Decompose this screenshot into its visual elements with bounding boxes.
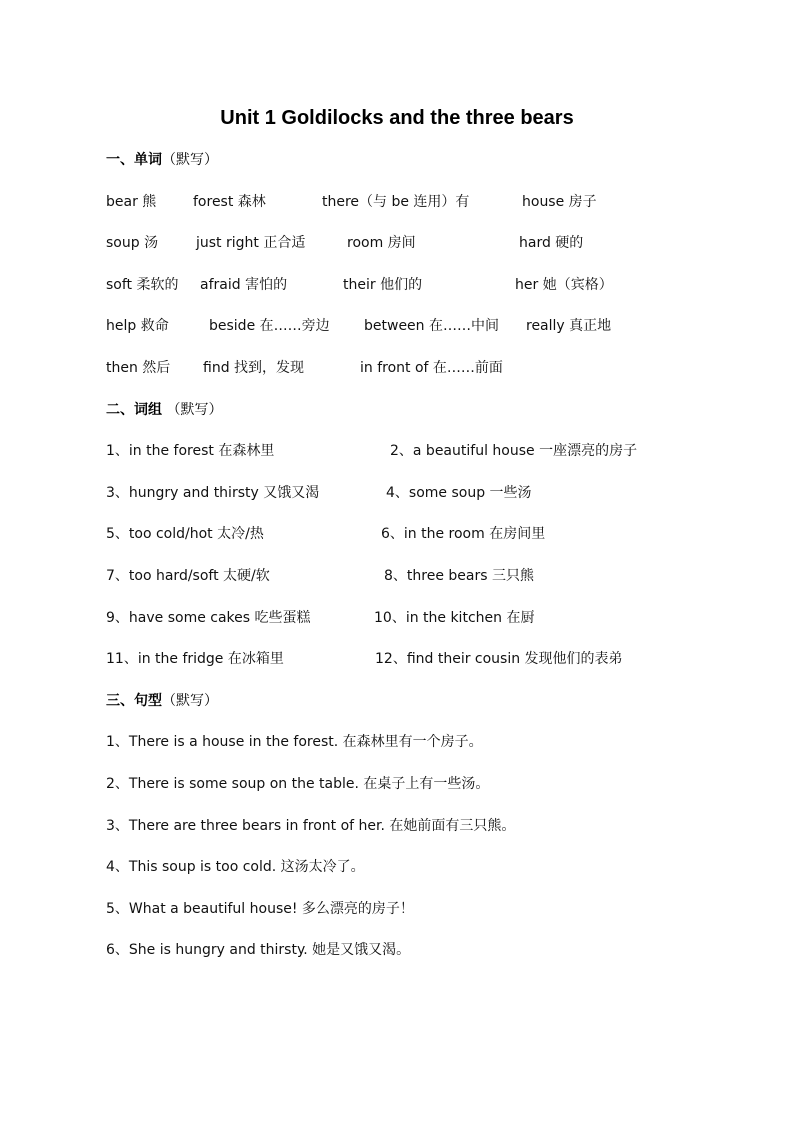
sentence-item: 4、This soup is too cold. 这汤太冷了。: [106, 859, 365, 875]
phrase-item: 1、in the forest 在森林里: [106, 443, 275, 459]
word-item: there（与 be 连用）有: [322, 194, 470, 210]
word-item: their 他们的: [343, 277, 423, 293]
page-title: Unit 1 Goldilocks and the three bears: [220, 107, 574, 129]
phrase-item: 10、in the kitchen 在厨: [374, 610, 535, 626]
phrase-item: 9、have some cakes 吃些蛋糕: [106, 610, 311, 626]
word-item: house 房子: [522, 194, 597, 210]
word-item: in front of 在……前面: [360, 360, 503, 376]
section-heading-phrases: [106, 400, 222, 420]
phrase-item: 12、find their cousin 发现他们的表弟: [375, 651, 623, 667]
sentence-item: 5、What a beautiful house! 多么漂亮的房子！: [106, 901, 414, 917]
phrase-item: 11、in the fridge 在冰箱里: [106, 651, 284, 667]
word-item: soft 柔软的: [106, 277, 179, 293]
sentence-item: 3、There are three bears in front of her. 在她前面有三只熊。: [106, 818, 516, 834]
word-item: between 在……中间: [364, 318, 499, 334]
section-sentences-note: （默写）: [162, 693, 218, 709]
word-item: bear 熊: [106, 194, 157, 210]
sentence-item: 1、There is a house in the forest. 在森林里有一个房子。: [106, 734, 483, 750]
section-heading-sentences: [106, 691, 218, 711]
sentence-item: 2、There is some soup on the table. 在桌子上有一些汤。: [106, 776, 490, 792]
phrase-item: 7、too hard/soft 太硬/软: [106, 568, 270, 584]
word-item: just right 正合适: [196, 235, 306, 251]
word-item: forest 森林: [193, 194, 266, 210]
phrase-item: 3、hungry and thirsty 又饿又渴: [106, 485, 320, 501]
word-item: find 找到，发现: [203, 360, 305, 376]
phrase-item: 2、a beautiful house 一座漂亮的房子: [390, 443, 638, 459]
word-item: really 真正地: [526, 318, 612, 334]
word-item: afraid 害怕的: [200, 277, 288, 293]
sentence-item: 6、She is hungry and thirsty. 她是又饿又渴。: [106, 942, 411, 958]
word-item: room 房间: [347, 235, 416, 251]
phrase-item: 4、some soup 一些汤: [386, 485, 532, 501]
word-item: soup 汤: [106, 235, 159, 251]
word-item: hard 硬的: [519, 235, 584, 251]
word-item: then 然后: [106, 360, 171, 376]
phrase-item: 8、three bears 三只熊: [384, 568, 534, 584]
phrase-item: 5、too cold/hot 太冷/热: [106, 526, 264, 542]
section-words-label: 一、单词: [106, 152, 162, 168]
section-heading-words: [106, 150, 218, 170]
section-phrases-label: 二、词组: [106, 402, 162, 418]
section-sentences-label: 三、句型: [106, 693, 162, 709]
section-words-note: （默写）: [162, 152, 218, 168]
word-item: help 救命: [106, 318, 169, 334]
word-item: her 她（宾格）: [515, 277, 613, 293]
phrase-item: 6、in the room 在房间里: [381, 526, 546, 542]
word-item: beside 在……旁边: [209, 318, 330, 334]
section-phrases-note: （默写）: [162, 402, 223, 418]
